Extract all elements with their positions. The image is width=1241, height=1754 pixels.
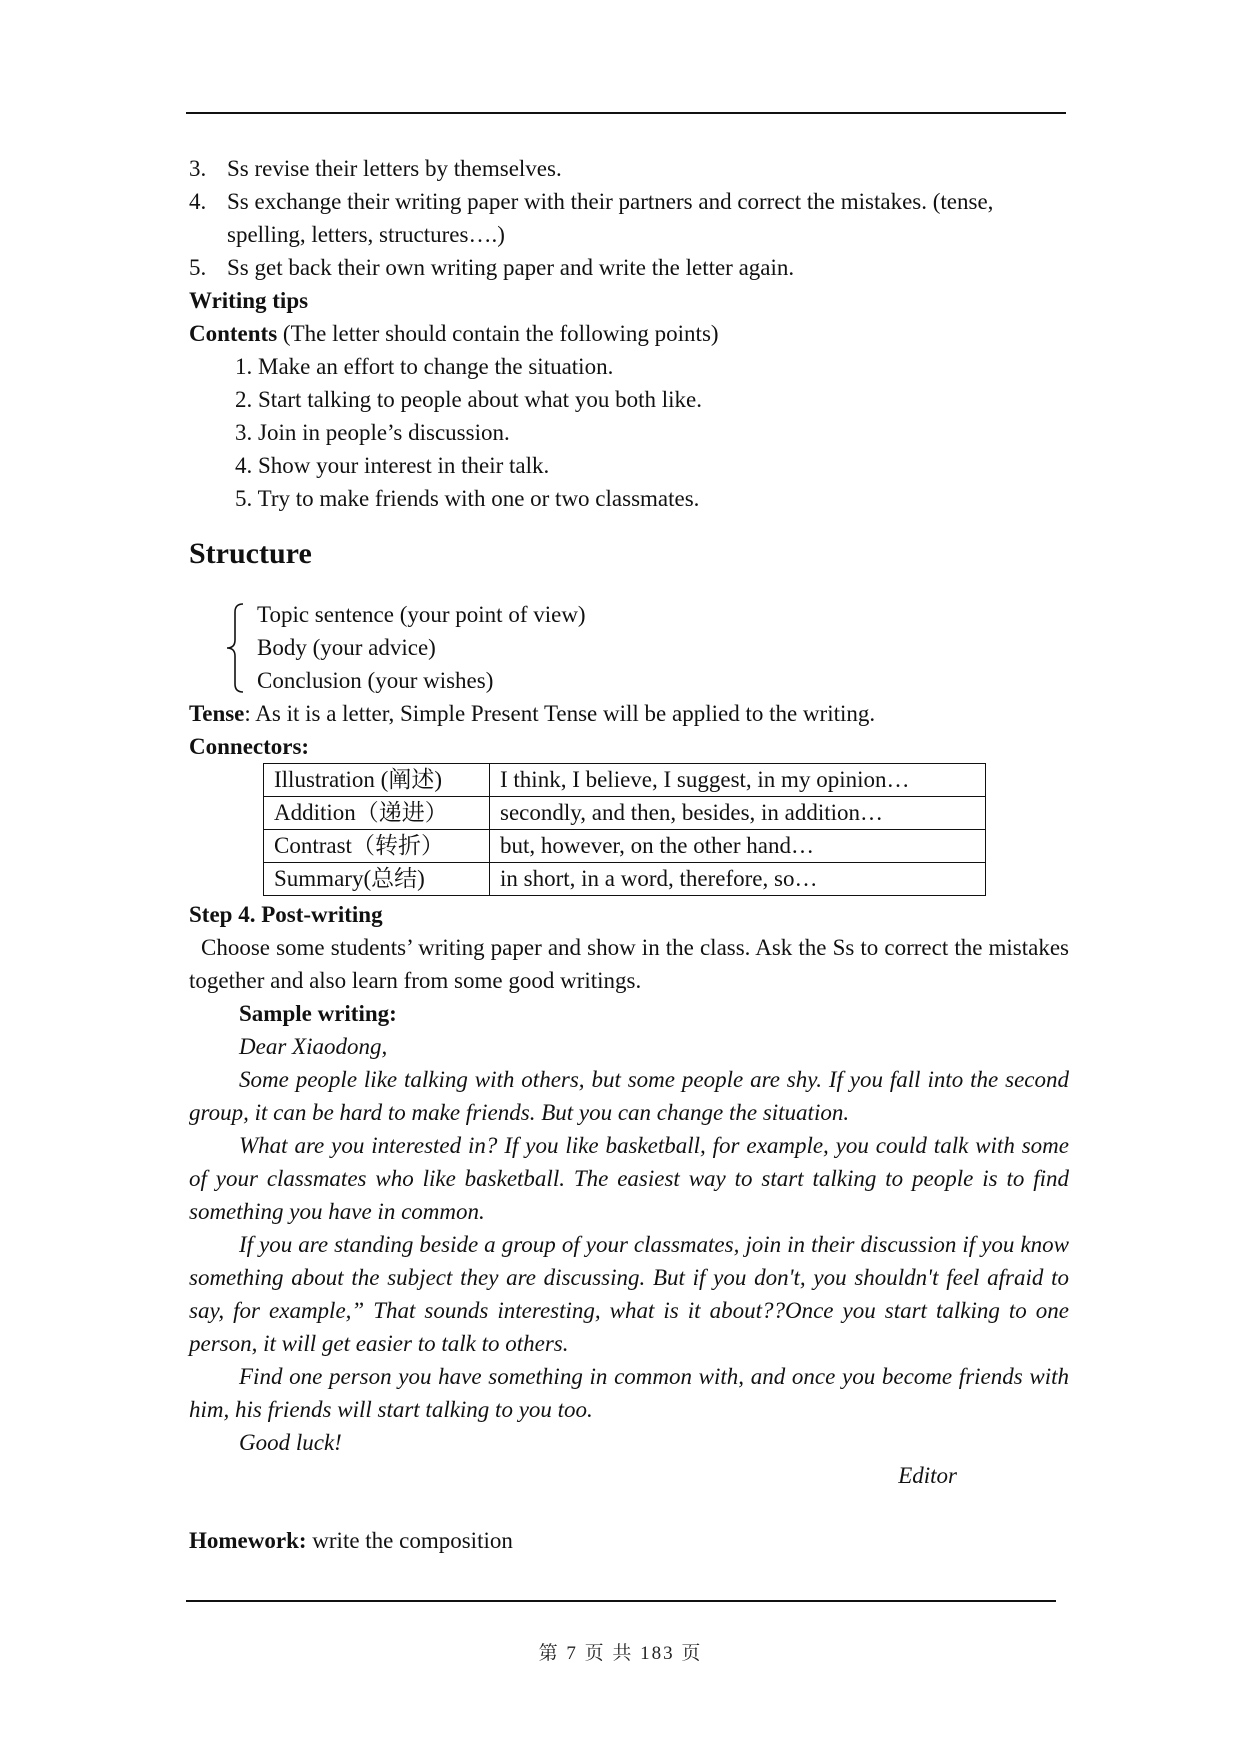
tense-label: Tense <box>189 701 245 726</box>
footer-rule <box>186 1600 1056 1602</box>
content-point: 1. Make an effort to change the situation. <box>235 354 614 379</box>
homework-label: Homework: <box>189 1528 307 1553</box>
sample-paragraph: If you are standing beside a group of your classmates, join in their discussion if you know something about the subject they are discussing. But if you don't, you shouldn't feel afraid to say, for example,” That sounds interesting, what is it about??Once you start talking to one person, it will get easier to talk to others. <box>189 1232 1069 1356</box>
structure-item: Conclusion (your wishes) <box>257 668 494 693</box>
connector-words: secondly, and then, besides, in addition… <box>490 797 986 830</box>
content-point: 2. Start talking to people about what you both like. <box>235 387 702 412</box>
step-number: 5. <box>189 255 207 280</box>
sample-heading: Sample writing: <box>239 1001 397 1026</box>
post-writing-text: Choose some students’ writing paper and show in the class. Ask the Ss to correct the mistakes together and also learn from some good writings. <box>189 935 1069 993</box>
step-text: Ss revise their letters by themselves. <box>227 156 562 181</box>
connectors-table <box>263 763 986 896</box>
step-item <box>189 185 1069 251</box>
structure-item: Topic sentence (your point of view) <box>257 602 586 627</box>
content-point: 3. Join in people’s discussion. <box>235 420 510 445</box>
sample-paragraph: Some people like talking with others, but some people are shy. If you fall into the second group, it can be hard to make friends. But you can change the situation. <box>189 1067 1069 1125</box>
content-point: 5. Try to make friends with one or two classmates. <box>235 486 700 511</box>
step-text: Ss exchange their writing paper with their partners and correct the mistakes. (tense, spelling, letters, structures….) <box>227 189 994 247</box>
tense-text: : As it is a letter, Simple Present Tense will be applied to the writing. <box>244 701 876 726</box>
sample-paragraph: Find one person you have something in common with, and once you become friends with him, his friends will start talking to you too. <box>189 1364 1069 1422</box>
table-row <box>264 797 986 830</box>
structure-list <box>189 598 1069 697</box>
curly-brace-icon <box>223 602 247 694</box>
connector-type: Illustration (阐述) <box>264 764 490 797</box>
tense-line <box>189 697 1069 730</box>
structure-heading: Structure <box>189 537 312 570</box>
contents-label: Contents <box>189 321 278 346</box>
contents-line <box>189 317 1069 350</box>
sample-greeting: Dear Xiaodong, <box>239 1034 388 1059</box>
homework-line <box>189 1524 1069 1557</box>
table-row <box>264 863 986 896</box>
header-rule <box>186 112 1066 114</box>
step-item <box>189 152 1069 185</box>
homework-text: write the composition <box>306 1528 513 1553</box>
page-content <box>189 152 1069 1557</box>
sample-signature: Editor <box>898 1463 957 1488</box>
step-number: 4. <box>189 189 207 214</box>
connectors-heading: Connectors: <box>189 734 310 759</box>
table-row <box>264 830 986 863</box>
connector-type: Addition（递进） <box>264 797 490 830</box>
connector-type: Summary(总结) <box>264 863 490 896</box>
step-number: 3. <box>189 156 207 181</box>
content-point: 4. Show your interest in their talk. <box>235 453 550 478</box>
writing-tips-heading: Writing tips <box>189 288 309 313</box>
contents-note: (The letter should contain the following points) <box>277 321 719 346</box>
connector-type: Contrast（转折） <box>264 830 490 863</box>
sample-closing: Good luck! <box>239 1430 342 1455</box>
connector-words: I think, I believe, I suggest, in my opinion… <box>490 764 986 797</box>
connector-words: in short, in a word, therefore, so… <box>490 863 986 896</box>
post-writing-heading: Step 4. Post-writing <box>189 902 383 927</box>
step-text: Ss get back their own writing paper and write the letter again. <box>227 255 795 280</box>
connector-words: but, however, on the other hand… <box>490 830 986 863</box>
step-item <box>189 251 1069 284</box>
structure-item: Body (your advice) <box>257 635 436 660</box>
page-number: 第 7 页 共 183 页 <box>538 1643 703 1664</box>
sample-paragraph: What are you interested in? If you like basketball, for example, you could talk with some of your classmates who like basketball. The easiest way to start talking to people is to find something you have in common. <box>189 1133 1069 1224</box>
table-row <box>264 764 986 797</box>
